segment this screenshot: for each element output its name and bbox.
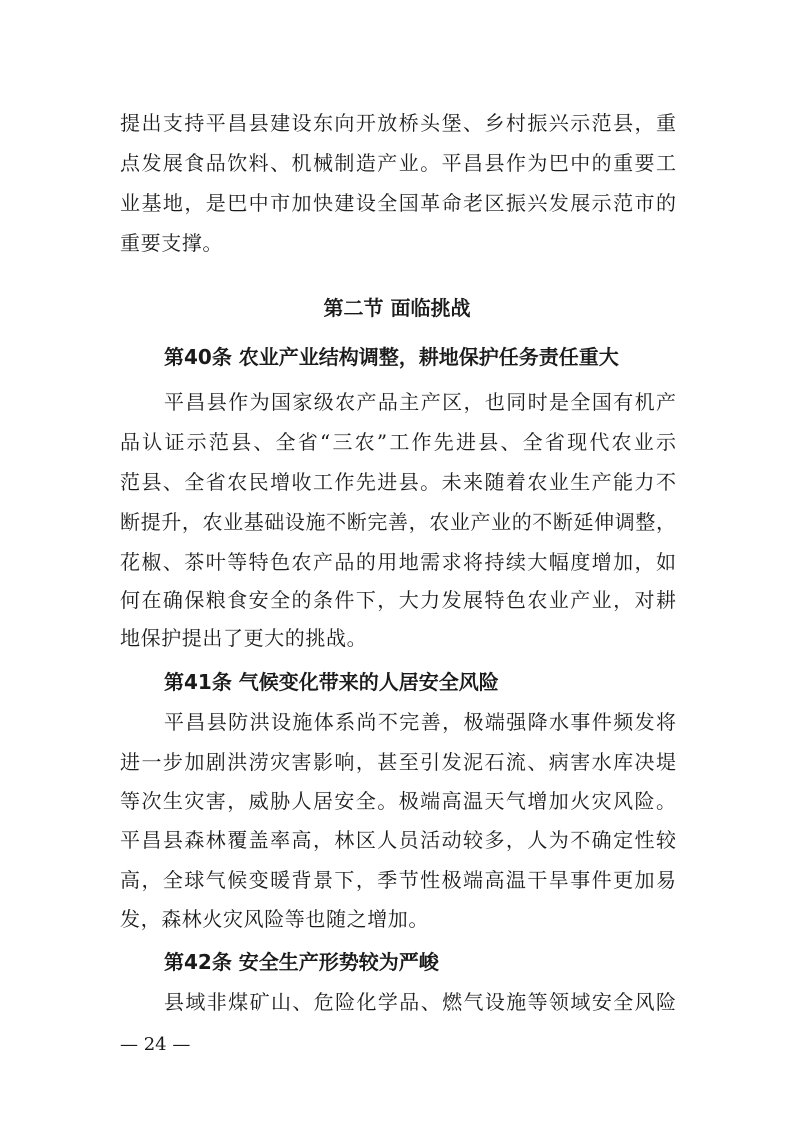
- text-line: 重要支撑。: [120, 231, 223, 255]
- text-line: 业基地，是巴中市加快建设全国革命老区振兴发展示范市的: [120, 191, 676, 215]
- text-line: 高，全球气候变暖背景下，季节性极端高温干旱事件更加易: [120, 868, 676, 892]
- text-line: 品认证示范县、全省“三农”工作先进县、全省现代农业示: [120, 430, 676, 454]
- text-line: 平昌县防洪设施体系尚不完善，极端强降水事件频发将: [164, 710, 676, 734]
- section-title: 第二节 面临挑战: [323, 296, 471, 320]
- text-line: 平昌县森林覆盖率高，林区人员活动较多，人为不确定性较: [120, 828, 676, 852]
- text-line: 发，森林火灾风险等也随之增加。: [120, 907, 429, 931]
- text-line: 范县、全省农民增收工作先进县。未来随着农业生产能力不: [120, 470, 676, 494]
- text-line: 等次生灾害，威胁人居安全。极端高温天气增加火灾风险。: [120, 789, 676, 813]
- text-line: 点发展食品饮料、机械制造产业。平昌县作为巴中的重要工: [120, 151, 676, 175]
- article-title: 第41条 气候变化带来的人居安全风险: [164, 670, 499, 694]
- text-line: 提出支持平昌县建设东向开放桥头堡、乡村振兴示范县，重: [120, 111, 676, 135]
- text-line: 平昌县作为国家级农产品主产区，也同时是全国有机产: [164, 390, 676, 414]
- page-number: — 24 —: [120, 1034, 191, 1055]
- text-line: 花椒、茶叶等特色农产品的用地需求将持续大幅度增加，如: [120, 550, 676, 574]
- text-line: 断提升，农业基础设施不断完善，农业产业的不断延伸调整，: [120, 510, 676, 534]
- text-line: 何在确保粮食安全的条件下，大力发展特色农业产业，对耕: [120, 588, 676, 612]
- article-title: 第42条 安全生产形势较为严峻: [164, 950, 439, 974]
- text-line: 地保护提出了更大的挑战。: [120, 626, 368, 650]
- text-line: 县域非煤矿山、危险化学品、燃气设施等领域安全风险: [164, 990, 676, 1014]
- article-title: 第40条 农业产业结构调整，耕地保护任务责任重大: [164, 345, 619, 369]
- text-line: 进一步加剧洪涝灾害影响，甚至引发泥石流、病害水库决堤: [120, 750, 676, 774]
